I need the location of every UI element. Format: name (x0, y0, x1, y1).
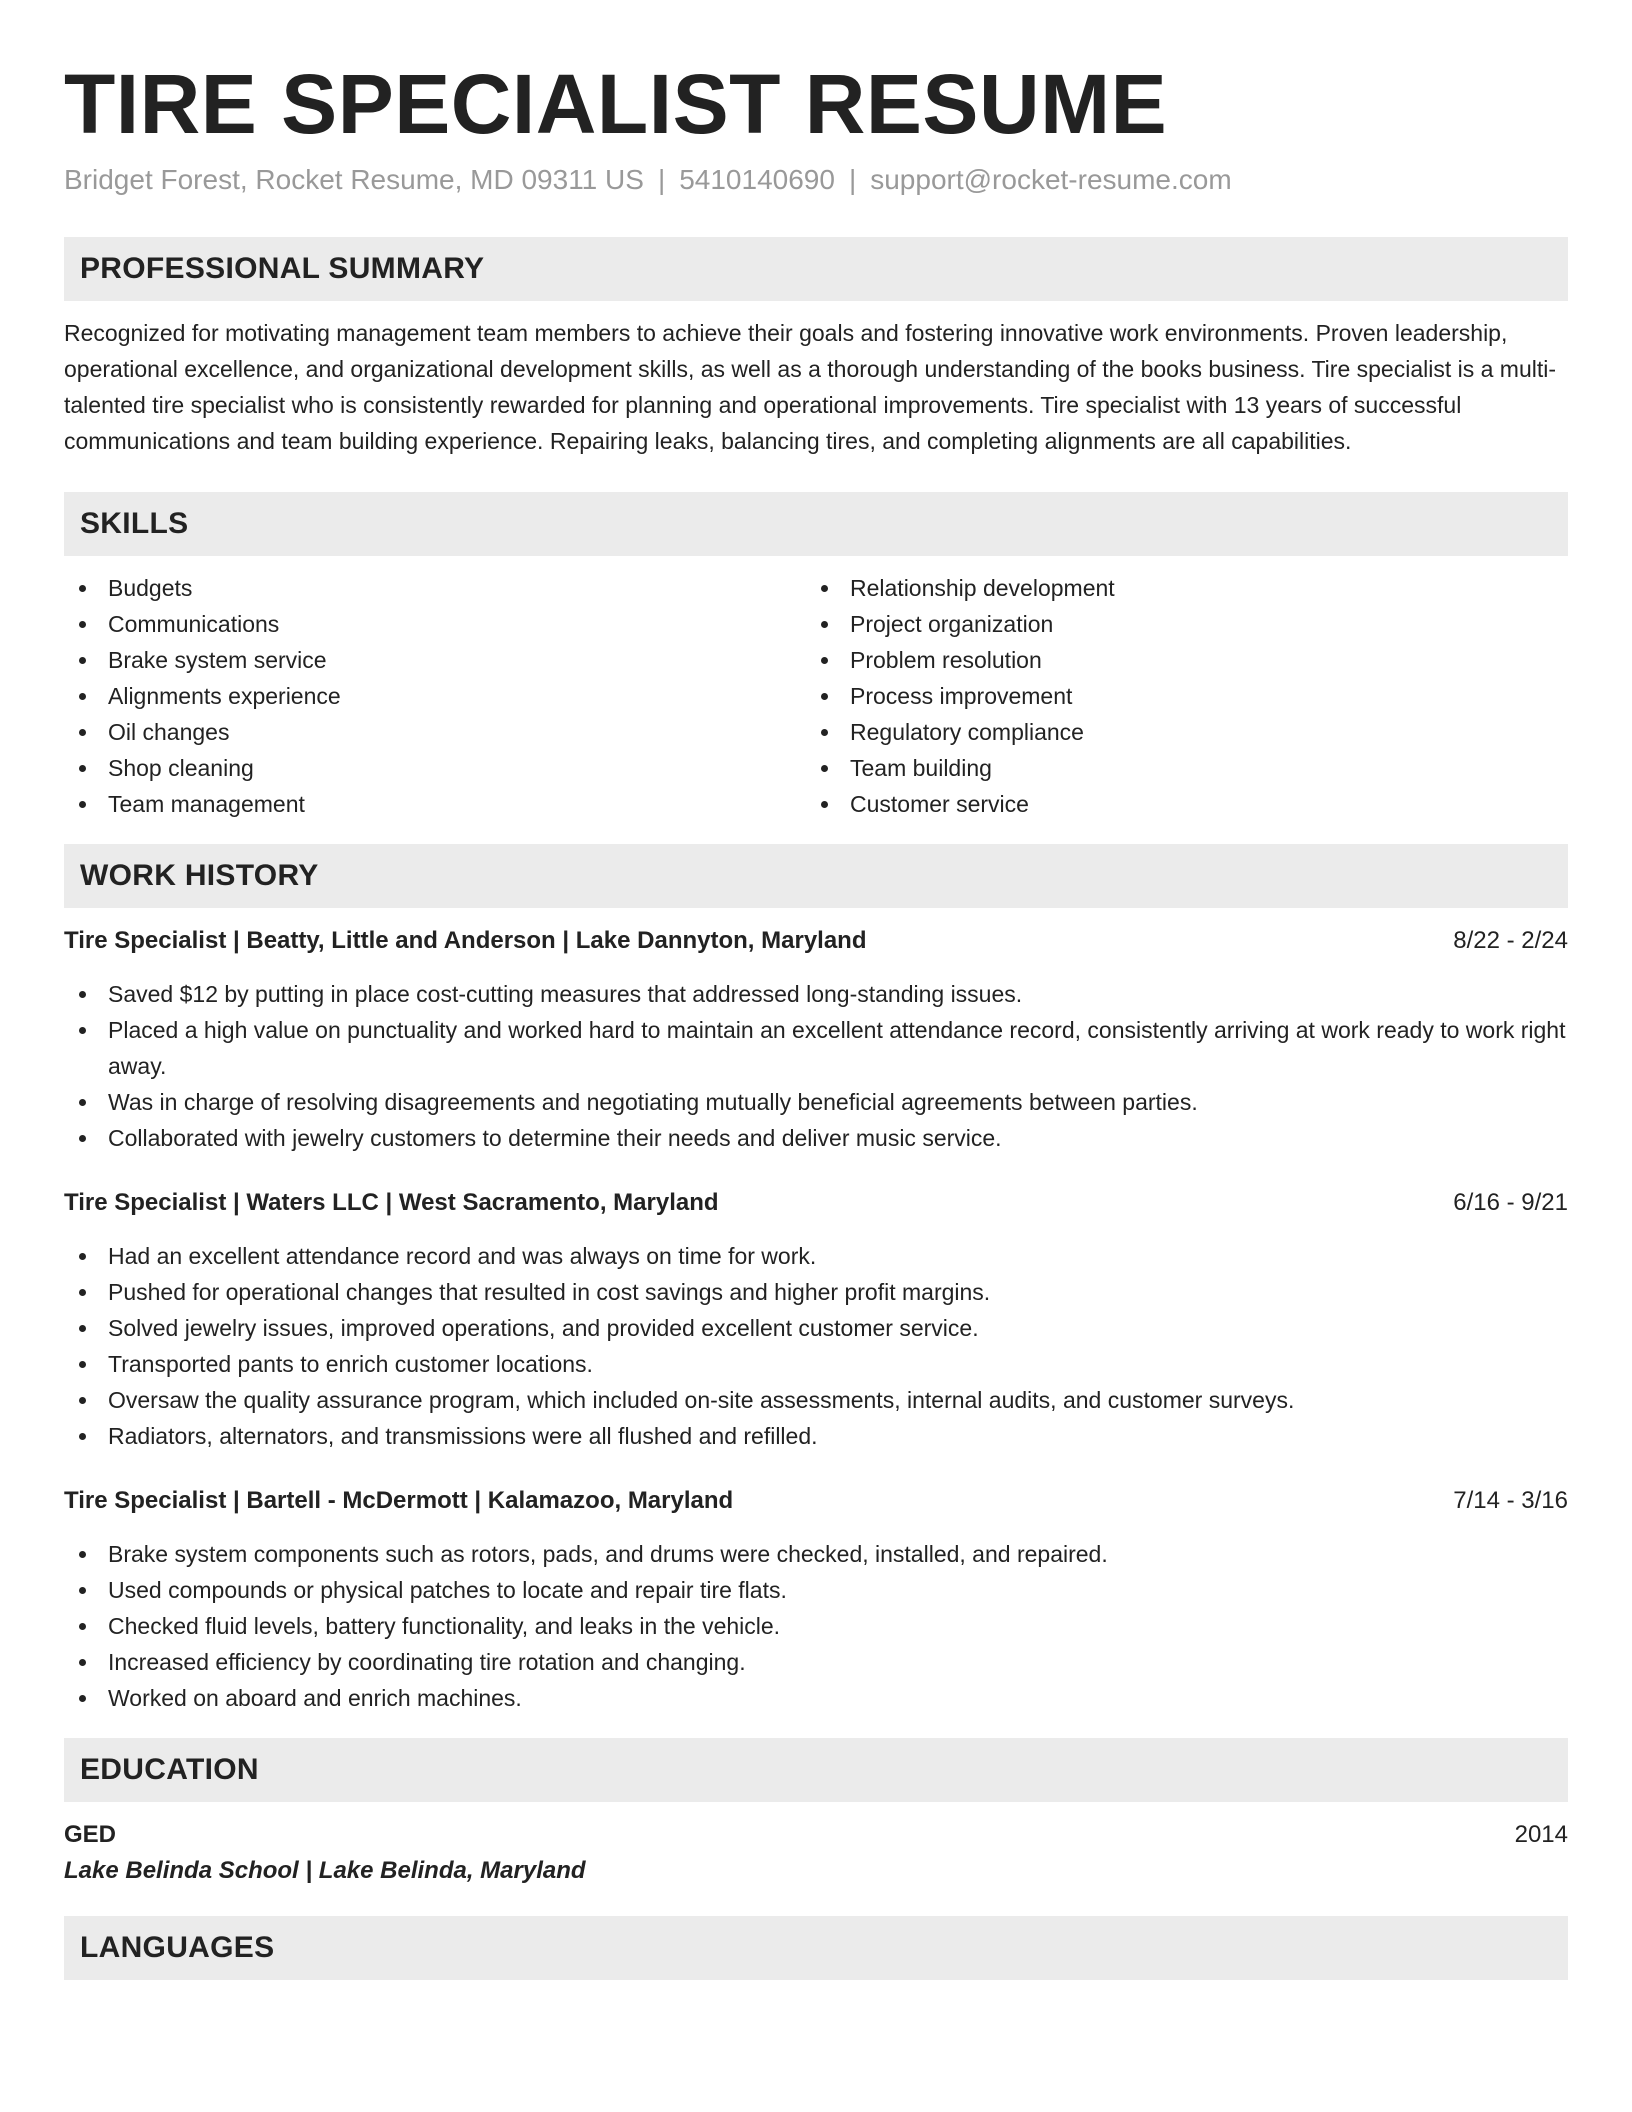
skill-item: Project organization (806, 606, 1548, 642)
job-bullet: Solved jewelry issues, improved operations, and provided excellent customer service. (64, 1310, 1568, 1346)
job-bullet: Brake system components such as rotors, pads, and drums were checked, installed, and repaired. (64, 1536, 1568, 1572)
job-entry (64, 1186, 1568, 1454)
job-entry (64, 1484, 1568, 1716)
job-bullets (64, 1238, 1568, 1454)
job-bullet: Saved $12 by putting in place cost-cutting measures that addressed long-standing issues. (64, 976, 1568, 1012)
job-bullet: Used compounds or physical patches to locate and repair tire flats. (64, 1572, 1568, 1608)
skill-item: Alignments experience (64, 678, 806, 714)
job-entry (64, 924, 1568, 1156)
skill-item: Relationship development (806, 570, 1548, 606)
job-header (64, 1484, 1568, 1518)
skill-item: Communications (64, 606, 806, 642)
job-bullets (64, 1536, 1568, 1716)
contact-address: Bridget Forest, Rocket Resume, MD 09311 US (64, 164, 644, 195)
skill-item: Brake system service (64, 642, 806, 678)
job-bullets (64, 976, 1568, 1156)
contact-separator: | (657, 164, 666, 195)
education-degree: GED (64, 1821, 117, 1848)
skills-column-right (806, 570, 1548, 822)
section-header-skills: SKILLS (64, 492, 1568, 556)
contact-line (64, 162, 1568, 198)
skill-item: Budgets (64, 570, 806, 606)
job-bullet: Checked fluid levels, battery functionality, and leaks in the vehicle. (64, 1608, 1568, 1644)
job-header (64, 924, 1568, 958)
job-bullet: Was in charge of resolving disagreements and negotiating mutually beneficial agreements between parties. (64, 1084, 1568, 1120)
contact-phone: 5410140690 (679, 164, 835, 195)
contact-separator: | (848, 164, 857, 195)
skill-item: Problem resolution (806, 642, 1548, 678)
section-header-summary: PROFESSIONAL SUMMARY (64, 237, 1568, 301)
job-bullet: Worked on aboard and enrich machines. (64, 1680, 1568, 1716)
job-heading: Tire Specialist | Beatty, Little and Anderson | Lake Dannyton, Maryland (64, 927, 867, 954)
job-bullet: Oversaw the quality assurance program, which included on-site assessments, internal audits, and customer surveys. (64, 1382, 1568, 1418)
job-heading: Tire Specialist | Waters LLC | West Sacramento, Maryland (64, 1189, 719, 1216)
education-year: 2014 (1514, 1821, 1568, 1848)
skill-item: Oil changes (64, 714, 806, 750)
job-bullet: Radiators, alternators, and transmissions were all flushed and refilled. (64, 1418, 1568, 1454)
job-dates: 7/14 - 3/16 (1453, 1487, 1568, 1514)
job-bullet: Pushed for operational changes that resulted in cost savings and higher profit margins. (64, 1274, 1568, 1310)
skill-item: Process improvement (806, 678, 1548, 714)
skills-column-left (64, 570, 806, 822)
job-bullet: Placed a high value on punctuality and worked hard to maintain an excellent attendance record, consistently arriving at work ready to work right away. (64, 1012, 1568, 1084)
job-bullet: Transported pants to enrich customer locations. (64, 1346, 1568, 1382)
skill-item: Customer service (806, 786, 1548, 822)
skill-item: Regulatory compliance (806, 714, 1548, 750)
education-header (64, 1817, 1568, 1853)
job-heading: Tire Specialist | Bartell - McDermott | Kalamazoo, Maryland (64, 1487, 734, 1514)
section-header-languages: LANGUAGES (64, 1916, 1568, 1980)
job-dates: 8/22 - 2/24 (1453, 927, 1568, 954)
resume-title: TIRE SPECIALIST RESUME (64, 57, 1168, 151)
job-dates: 6/16 - 9/21 (1453, 1189, 1568, 1216)
job-bullet: Collaborated with jewelry customers to determine their needs and deliver music service. (64, 1120, 1568, 1156)
section-header-work-history: WORK HISTORY (64, 844, 1568, 908)
job-bullet: Had an excellent attendance record and was always on time for work. (64, 1238, 1568, 1274)
skill-item: Team management (64, 786, 806, 822)
skill-item: Team building (806, 750, 1548, 786)
job-bullet: Increased efficiency by coordinating tire rotation and changing. (64, 1644, 1568, 1680)
contact-email: support@rocket-resume.com (870, 164, 1232, 195)
skills-list (64, 570, 1568, 822)
skill-item: Shop cleaning (64, 750, 806, 786)
job-header (64, 1186, 1568, 1220)
education-school: Lake Belinda School | Lake Belinda, Maryland (64, 1857, 586, 1884)
summary-text: Recognized for motivating management team members to achieve their goals and fostering innovative work environments. Proven leadership, operational excellence, and organizational development skills, as well as a thorough understanding of the books business. Tire specialist is a multi-talented tire specialist who is consistently rewarded for planning and operational improvements. Tire specialist with 13 years of successful communications and team building experience. Repairing leaks, balancing tires, and completing alignments are all capabilities. (64, 320, 1557, 454)
section-header-education: EDUCATION (64, 1738, 1568, 1802)
education-entry (64, 1817, 1568, 1889)
